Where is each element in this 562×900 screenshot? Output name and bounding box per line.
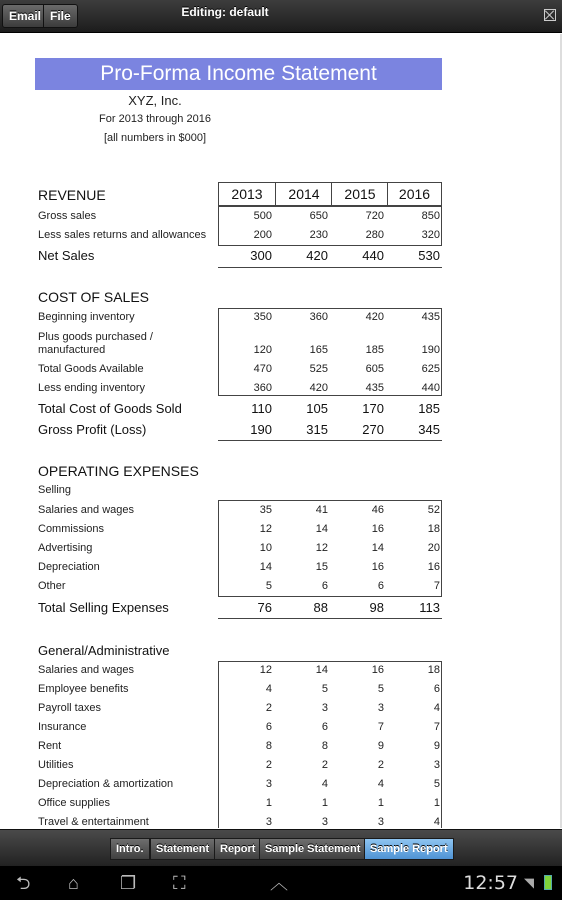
battery-icon (544, 875, 552, 890)
cell-value: 14 (371, 542, 384, 554)
row-label: Depreciation (38, 561, 100, 573)
year-header: 2014 (275, 182, 332, 206)
cell-value: 3 (377, 816, 384, 828)
company-name: XYZ, Inc. (128, 93, 182, 108)
table-rule (218, 618, 442, 619)
row-label: Payroll taxes (38, 702, 101, 714)
cell-value: 16 (427, 561, 440, 573)
row-label: Less ending inventory (38, 382, 146, 394)
cell-value: 345 (418, 422, 440, 437)
total-label: Total Cost of Goods Sold (38, 401, 182, 416)
cell-value: 3 (265, 816, 272, 828)
clock: 12:57 (463, 872, 518, 894)
tab-intro[interactable]: Intro. (110, 838, 150, 860)
cell-value: 190 (421, 344, 440, 356)
cell-value: 1 (321, 797, 328, 809)
cell-value: 350 (253, 311, 272, 323)
document-title: Pro-Forma Income Statement (35, 58, 442, 90)
cell-value: 14 (259, 561, 272, 573)
menu-up-icon[interactable]: ︿ (270, 873, 288, 893)
cell-value: 113 (419, 600, 440, 615)
cell-value: 4 (433, 816, 440, 828)
row-label: Utilities (38, 759, 74, 771)
recent-apps-icon[interactable]: ❐ (120, 873, 137, 893)
cell-value: 525 (309, 363, 328, 375)
cell-value: 76 (257, 600, 272, 615)
cell-value: 185 (365, 344, 384, 356)
cell-value: 420 (306, 248, 328, 263)
editing-title: Editing: default (181, 5, 269, 19)
cell-value: 165 (309, 344, 328, 356)
cell-value: 3 (321, 816, 328, 828)
cell-value: 7 (377, 721, 384, 733)
cell-value: 110 (251, 401, 272, 416)
cell-value: 2 (265, 759, 272, 771)
cell-value: 16 (371, 664, 384, 676)
cell-value: 120 (253, 344, 272, 356)
back-icon[interactable]: ⮌ (16, 873, 31, 893)
table-rule (218, 267, 442, 268)
cell-value: 850 (421, 210, 440, 222)
tab-statement[interactable]: Statement (150, 838, 215, 860)
cell-value: 5 (433, 778, 440, 790)
top-toolbar (0, 0, 562, 33)
cell-value: 650 (309, 210, 328, 222)
cell-value: 46 (371, 504, 384, 516)
row-label: Other (38, 580, 66, 592)
cell-value: 3 (433, 759, 440, 771)
cell-value: 2 (265, 702, 272, 714)
cell-value: 12 (259, 523, 272, 535)
cell-value: 12 (259, 664, 272, 676)
row-label: Rent (38, 740, 62, 752)
cell-value: 2 (321, 759, 328, 771)
cell-value: 3 (377, 702, 384, 714)
cell-value: 10 (259, 542, 272, 554)
cell-value: 5 (265, 580, 272, 592)
cell-value: 18 (427, 523, 440, 535)
cell-value: 300 (250, 248, 272, 263)
cell-value: 530 (418, 248, 440, 263)
row-label: Gross sales (38, 210, 97, 222)
cell-value: 14 (315, 664, 328, 676)
units-note: [all numbers in $000] (103, 132, 207, 144)
cell-value: 6 (433, 683, 440, 695)
cell-value: 200 (253, 229, 272, 241)
row-label: Total Goods Available (38, 363, 144, 375)
cell-value: 170 (362, 401, 384, 416)
cell-value: 18 (427, 664, 440, 676)
statement-document[interactable] (0, 34, 560, 828)
row-label: Beginning inventory (38, 311, 135, 323)
cell-value: 270 (362, 422, 384, 437)
section-heading: REVENUE (38, 187, 106, 203)
cell-value: 20 (427, 542, 440, 554)
cell-value: 1 (265, 797, 272, 809)
cell-value: 420 (365, 311, 384, 323)
cell-value: 5 (321, 683, 328, 695)
fullscreen-icon[interactable] (544, 9, 556, 21)
section-heading: OPERATING EXPENSES (38, 463, 199, 479)
cell-value: 5 (377, 683, 384, 695)
total-label: Gross Profit (Loss) (38, 422, 147, 437)
total-label: Net Sales (38, 248, 95, 263)
cell-value: 88 (313, 600, 328, 615)
cell-value: 6 (377, 580, 384, 592)
cell-value: 440 (362, 248, 384, 263)
email-button[interactable]: Email (2, 4, 48, 28)
screenshot-icon[interactable]: ⛶ (173, 873, 186, 893)
file-button[interactable]: File (43, 4, 78, 28)
row-label: Insurance (38, 721, 87, 733)
cell-value: 16 (371, 523, 384, 535)
cell-value: 4 (321, 778, 328, 790)
cell-value: 605 (365, 363, 384, 375)
cell-value: 15 (315, 561, 328, 573)
cell-value: 3 (265, 778, 272, 790)
cell-value: 98 (369, 600, 384, 615)
cell-value: 4 (377, 778, 384, 790)
cell-value: 360 (309, 311, 328, 323)
cell-value: 720 (365, 210, 384, 222)
row-label: Depreciation & amortization (38, 778, 174, 790)
cell-value: 230 (309, 229, 328, 241)
cell-value: 435 (365, 382, 384, 394)
row-label: Salaries and wages (38, 664, 135, 676)
tab-report[interactable]: Report (214, 838, 261, 860)
row-label: Commissions (38, 523, 105, 535)
cell-value: 41 (315, 504, 328, 516)
home-icon[interactable]: ⌂ (68, 873, 79, 893)
cell-value: 35 (259, 504, 272, 516)
cell-value: 420 (309, 382, 328, 394)
cell-value: 625 (421, 363, 440, 375)
cell-value: 9 (433, 740, 440, 752)
cell-value: 7 (433, 580, 440, 592)
subsection-heading: Selling (38, 484, 72, 496)
cell-value: 16 (371, 561, 384, 573)
cell-value: 105 (306, 401, 328, 416)
cell-value: 9 (377, 740, 384, 752)
row-label: Travel & entertainment (38, 816, 149, 828)
cell-value: 6 (265, 721, 272, 733)
cell-value: 14 (315, 523, 328, 535)
cell-value: 52 (427, 504, 440, 516)
cell-value: 2 (377, 759, 384, 771)
total-label: Total Selling Expenses (38, 600, 169, 615)
cell-value: 1 (433, 797, 440, 809)
cell-value: 190 (250, 422, 272, 437)
period-text: For 2013 through 2016 (99, 113, 211, 125)
cell-value: 8 (321, 740, 328, 752)
row-label: Employee benefits (38, 683, 129, 695)
year-header: 2016 (387, 182, 442, 206)
cell-value: 12 (315, 542, 328, 554)
row-label: manufactured (38, 344, 106, 356)
tab-sample-report[interactable]: Sample Report (364, 838, 454, 860)
cell-value: 435 (421, 311, 440, 323)
cell-value: 8 (265, 740, 272, 752)
cell-value: 280 (365, 229, 384, 241)
wifi-icon: ◥ (524, 875, 534, 890)
section-heading: COST OF SALES (38, 289, 149, 305)
system-nav-bar (0, 866, 562, 900)
subsection-heading: General/Administrative (38, 643, 170, 658)
cell-value: 320 (421, 229, 440, 241)
year-header: 2013 (218, 182, 275, 206)
row-label: Plus goods purchased / (38, 331, 153, 343)
cell-value: 6 (321, 580, 328, 592)
bottom-tab-bar (0, 829, 562, 866)
cell-value: 4 (433, 702, 440, 714)
year-header: 2015 (331, 182, 388, 206)
cell-value: 6 (321, 721, 328, 733)
cell-value: 360 (253, 382, 272, 394)
row-label: Office supplies (38, 797, 110, 809)
row-label: Salaries and wages (38, 504, 135, 516)
cell-value: 3 (321, 702, 328, 714)
cell-value: 440 (421, 382, 440, 394)
cell-value: 1 (377, 797, 384, 809)
cell-value: 500 (253, 210, 272, 222)
cell-value: 4 (265, 683, 272, 695)
row-label: Less sales returns and allowances (38, 229, 207, 241)
cell-value: 185 (418, 401, 440, 416)
cell-value: 315 (306, 422, 328, 437)
tab-sample-statement[interactable]: Sample Statement (259, 838, 366, 860)
cell-value: 7 (433, 721, 440, 733)
cell-value: 470 (253, 363, 272, 375)
table-rule (218, 440, 442, 441)
row-label: Advertising (38, 542, 93, 554)
